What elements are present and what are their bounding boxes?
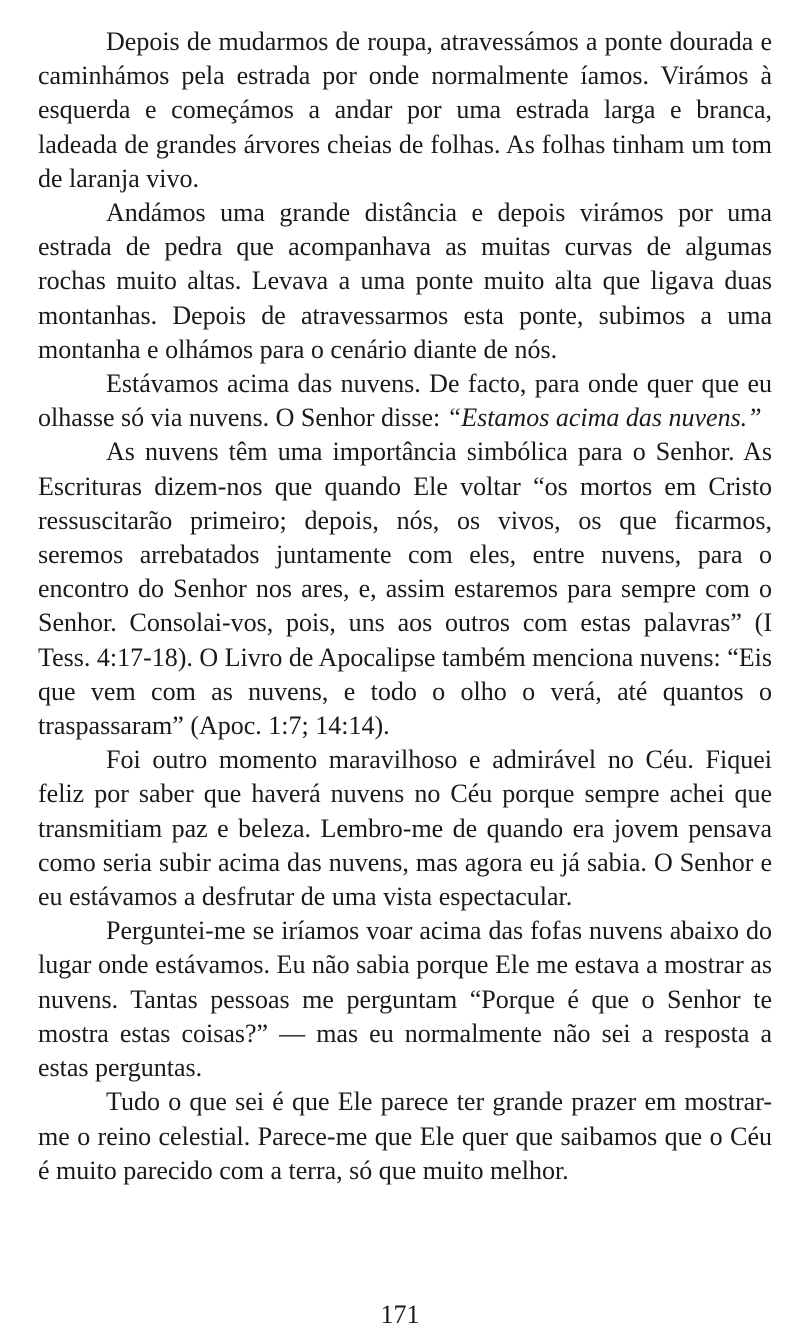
body-text: [38, 25, 772, 1188]
paragraph-5: Foi outro momento maravilhoso e admirável no Céu. Fiquei feliz por saber que haverá nuvens no Céu porque sempre achei que transmitiam paz e beleza. Lembro-me de quando era jovem pensava como seria subir acima das nuvens, mas agora eu já sabia. O Senhor e eu estávamos a desfrutar de uma vista espectacular.: [38, 745, 772, 912]
paragraph-3-text: Estávamos acima das nuvens. De facto, para onde quer que eu olhasse só via nuvens. O Senhor disse:: [38, 369, 772, 433]
paragraph-6: Perguntei-me se iríamos voar acima das fofas nuvens abaixo do lugar onde estávamos. Eu não sabia porque Ele me estava a mostrar as nuvens. Tantas pessoas me perguntam “Porque é que o Senhor te mostra estas coisas?” — mas eu normalmente não sei a resposta a estas perguntas.: [38, 916, 772, 1083]
paragraph-4: As nuvens têm uma importância simbólica para o Senhor. As Escrituras dizem-nos que quando Ele voltar “os mortos em Cristo ressuscitarão primeiro; depois, nós, os vivos, os que ficarmos, seremos arrebatados juntamente com eles, entre nuvens, para o encontro do Senhor nos ares, e, assim estaremos para sempre com o Senhor. Consolai-vos, pois, uns aos outros com estas palavras” (I Tess. 4:17-18). O Livro de Apocalipse também menciona nuvens: “Eis que vem com as nuvens, e todo o olho o verá, até quantos o traspassaram” (Apoc. 1:7; 14:14).: [38, 437, 772, 741]
paragraph-2: Andámos uma grande distância e depois virámos por uma estrada de pedra que acompanhava as muitas curvas de algumas rochas muito altas. Levava a uma ponte muito alta que ligava duas montanhas. Depois de atravessarmos esta ponte, subimos a uma montanha e olhámos para o cenário diante de nós.: [38, 198, 772, 364]
paragraph-1: Depois de mudarmos de roupa, atravessámos a ponte dourada e caminhámos pela estrada por onde normalmente íamos. Virámos à esquerda e começámos a andar por uma estrada larga e branca, ladeada de grandes árvores cheias de folhas. As folhas tinham um tom de laranja vivo.: [38, 27, 772, 193]
paragraph-3: [38, 367, 772, 435]
lord-quote: “Estamos acima das nuvens.”: [446, 403, 762, 433]
page-number: 171: [380, 1300, 420, 1329]
paragraph-7: Tudo o que sei é que Ele parece ter grande prazer em mostrar-me o reino celestial. Parece-me que Ele quer que saibamos que o Céu é muito parecido com a terra, só que muito melhor.: [38, 1087, 772, 1185]
